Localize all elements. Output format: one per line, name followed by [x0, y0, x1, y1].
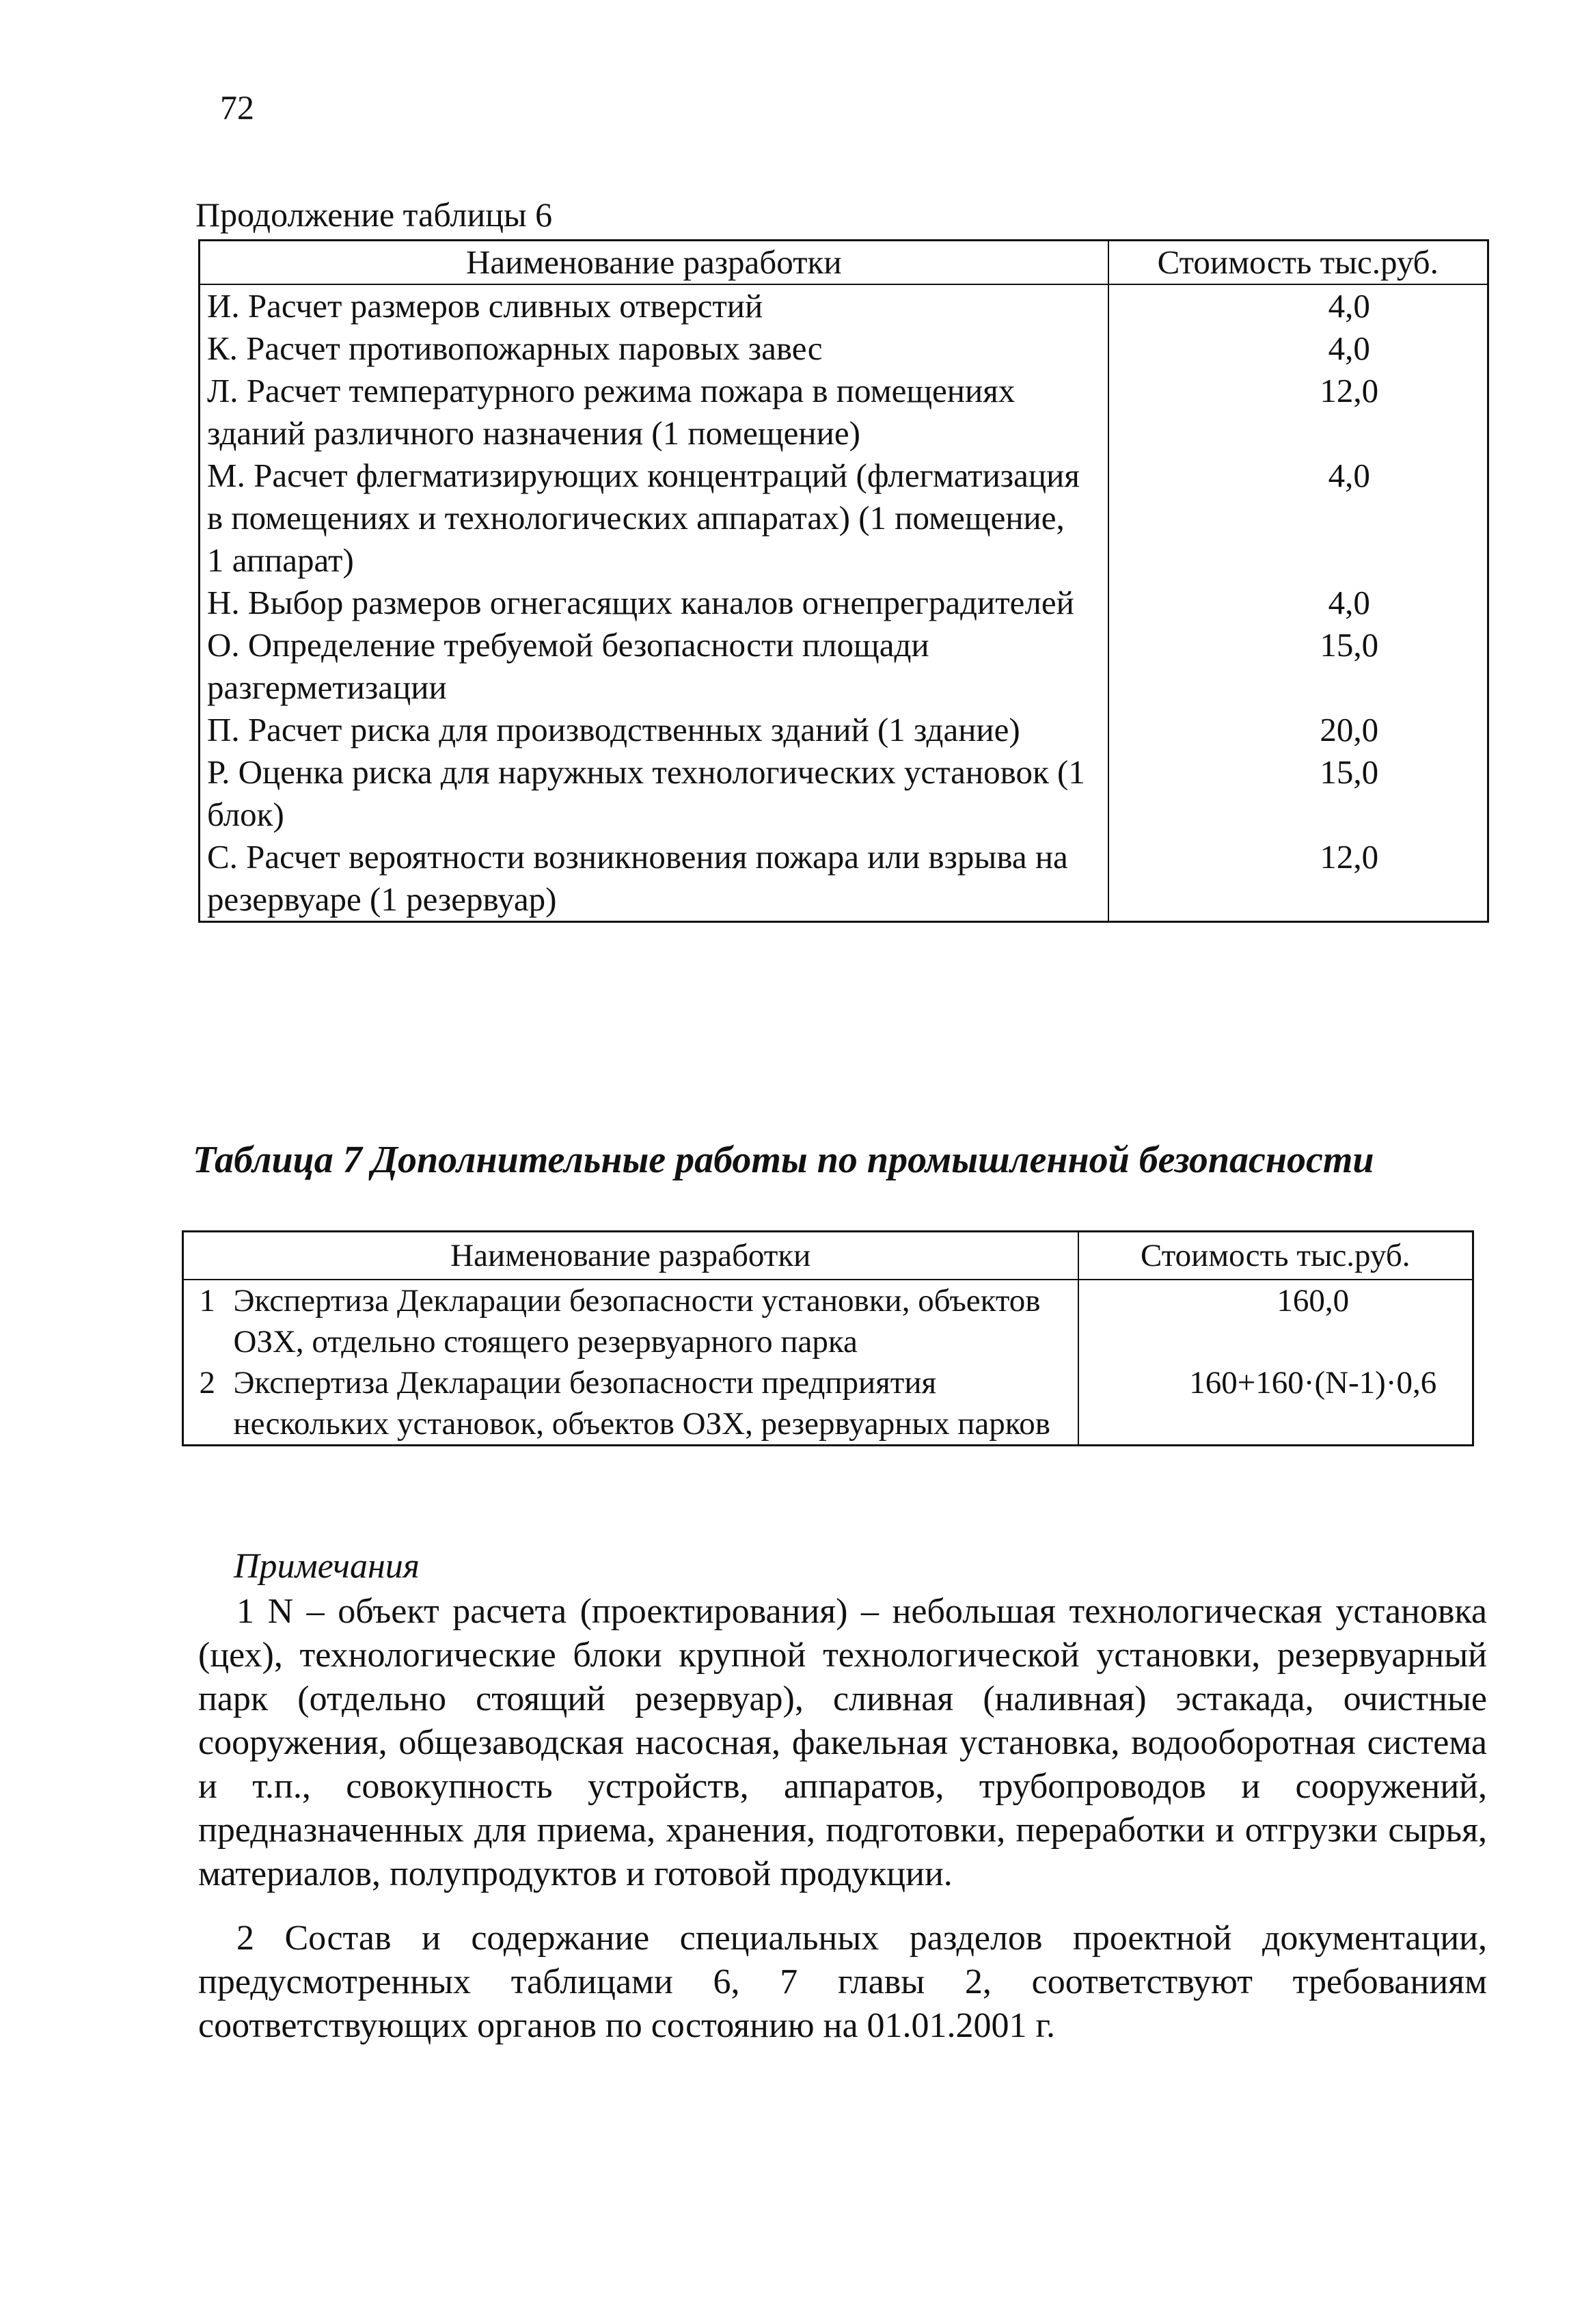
- table6-row-cost: 12,0: [1108, 836, 1488, 922]
- table6-row-cost: 20,0: [1108, 709, 1488, 751]
- table6: [198, 239, 1489, 923]
- table6-row-cost: 12,0: [1108, 370, 1488, 455]
- table7-header-cost: Стоимость тыс.руб.: [1078, 1232, 1473, 1280]
- table6-row-name: Н. Выбор размеров огнегасящих каналов огнепреградителей: [200, 582, 1108, 624]
- table7-row-number: 2: [183, 1362, 224, 1446]
- table6-row: [200, 370, 1488, 455]
- table6-row: [200, 327, 1488, 370]
- table6-row-name: С. Расчет вероятности возникновения пожара или взрыва на резервуаре (1 резервуар): [200, 836, 1108, 922]
- table6-header-row: [200, 241, 1488, 285]
- table7: [182, 1230, 1474, 1446]
- table6-row-name: Л. Расчет температурного режима пожара в помещениях зданий различного назначения (1 помещение): [200, 370, 1108, 455]
- table6-row-cost: 4,0: [1108, 327, 1488, 370]
- table6-row-name: К. Расчет противопожарных паровых завес: [200, 327, 1108, 370]
- table7-row-number: 1: [183, 1280, 224, 1362]
- table7-row-name: Экспертиза Декларации безопасности предприятия нескольких установок, объектов ОЗХ, резервуарных парков: [233, 1365, 1050, 1442]
- notes-heading: Примечания: [234, 1547, 420, 1586]
- table6-row: [200, 455, 1488, 582]
- table7-title: Таблица 7 Дополнительные работы по промышленной безопасности: [193, 1139, 1374, 1181]
- table6-row-name: Р. Оценка риска для наружных технологических установок (1 блок): [200, 751, 1108, 836]
- note-item: 1 N – объект расчета (проектирования) – небольшая технологическая установка (цех), технологические блоки крупной технологической установки, резервуарный парк (отдельно стоящий резервуар), сливная (наливная) эстакада, очистные сооружения, общезаводская насосная, факельная установка, водооборотная система и т.п., совокупность устройств, аппаратов, трубопроводов и сооружений, предназначенных для приема, хранения, подготовки, переработки и отгрузки сырья, материалов, полупродуктов и готовой продукции.: [198, 1592, 1487, 1893]
- table6-row: [200, 582, 1488, 624]
- table6-row-name: И. Расчет размеров сливных отверстий: [200, 284, 1108, 327]
- table7-row-name: Экспертиза Декларации безопасности установки, объектов ОЗХ, отдельно стоящего резервуарного парка: [233, 1283, 1041, 1360]
- table6-row-cost: 4,0: [1108, 582, 1488, 624]
- notes-section: [198, 1545, 1487, 2068]
- table7-row: [183, 1280, 1473, 1362]
- table7-header-name: Наименование разработки: [183, 1232, 1078, 1280]
- table6-header-cost: Стоимость тыс.руб.: [1108, 241, 1488, 285]
- note-item: 2 Состав и содержание специальных разделов проектной документации, предусмотренных таблицами 6, 7 главы 2, соответствуют требованиям соответствующих органов по состоянию на 01.01.2001 г.: [198, 1919, 1487, 2045]
- table6-row-name: М. Расчет флегматизирующих концентраций (флегматизация в помещениях и технологических аппаратах) (1 помещение, 1 аппарат): [200, 455, 1108, 582]
- table6-row-cost: 15,0: [1108, 751, 1488, 836]
- table7-row: [183, 1362, 1473, 1446]
- table6-row-cost: 15,0: [1108, 624, 1488, 709]
- table7-row-cost: 160+160·(N-1)·0,6: [1078, 1362, 1473, 1446]
- table6-row: [200, 284, 1488, 327]
- table7-header-row: [183, 1232, 1473, 1280]
- table7-row-cost: 160,0: [1078, 1280, 1473, 1362]
- table6-row: [200, 751, 1488, 836]
- page-number: 72: [220, 88, 254, 126]
- table6-header-name: Наименование разработки: [200, 241, 1108, 285]
- table6-row: [200, 709, 1488, 751]
- table6-row: [200, 836, 1488, 922]
- table6-row-cost: 4,0: [1108, 455, 1488, 582]
- table6-row-name: О. Определение требуемой безопасности площади разгерметизации: [200, 624, 1108, 709]
- table6-row: [200, 624, 1488, 709]
- table6-row-name: П. Расчет риска для производственных зданий (1 здание): [200, 709, 1108, 751]
- table6-caption: Продолжение таблицы 6: [195, 195, 553, 234]
- table6-row-cost: 4,0: [1108, 284, 1488, 327]
